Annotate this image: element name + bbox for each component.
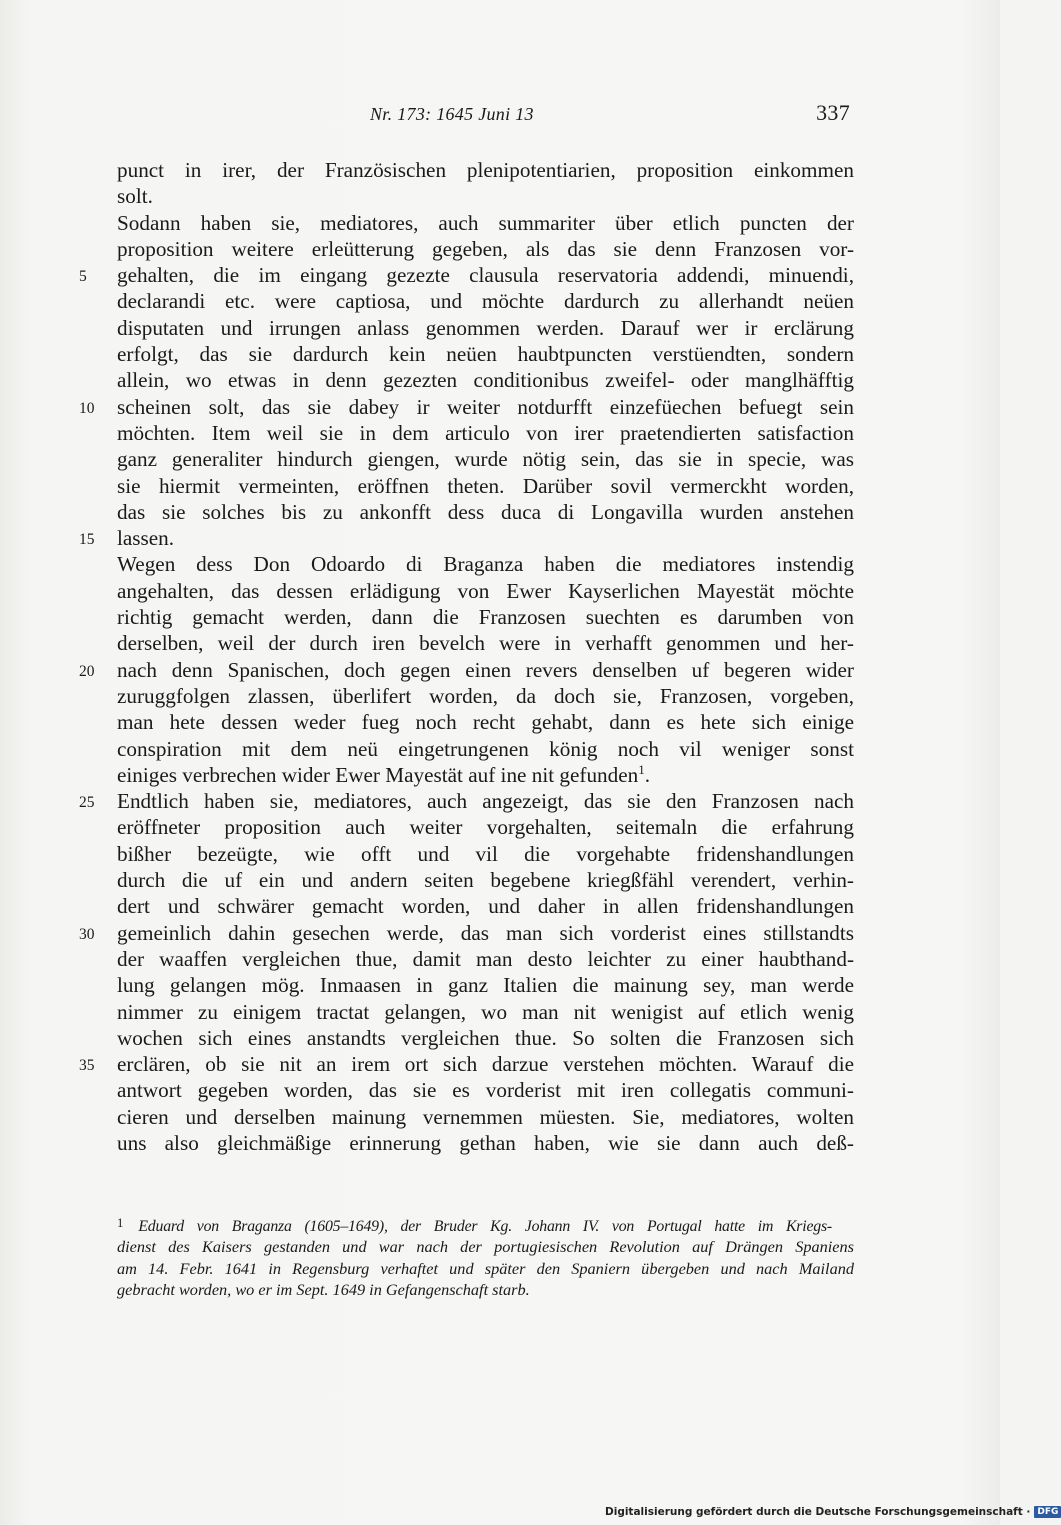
line-text: [117, 788, 854, 814]
line-content: lassen.: [117, 526, 175, 551]
line-text: [117, 1130, 854, 1156]
line-text: [117, 341, 854, 367]
text-line: [117, 762, 854, 788]
line-content: derselben, weil der durch iren bevelch were in verhafft genommen und her-: [117, 631, 854, 656]
line-text: [117, 867, 854, 893]
line-content: man hete dessen weder fueg noch recht gehabt, dann es hete sich einige: [117, 710, 854, 735]
line-content: punct in irer, der Französischen plenipotentiarien, proposition einkommen: [117, 158, 854, 182]
text-line: [79, 788, 854, 814]
line-text: [117, 473, 854, 499]
line-text: [117, 446, 854, 472]
line-content: declarandi etc. were captiosa, und möchte dardurch zu allerhandt neüen: [117, 289, 854, 314]
line-text: [117, 183, 854, 209]
footnote-text: dienst des Kaisers gestanden und war nach der portugiesischen Revolution auf Drängen Spaniens: [117, 1237, 854, 1257]
line-punctuation: .: [644, 762, 651, 787]
text-line: [117, 551, 854, 577]
line-text: [117, 499, 854, 525]
running-head-title: Nr. 173: 1645 Juni 13: [370, 104, 534, 124]
main-text: [79, 157, 854, 1156]
line-content: lung gelangen mög. Inmaasen in ganz Italien die mainung sey, man werde: [117, 973, 854, 998]
line-content: ganz generaliter hindurch giengen, wurde nötig sein, das sie in specie, was: [117, 447, 854, 472]
line-content: cieren und derselben mainung vernemmen müesten. Sie, mediatores, wolten: [117, 1104, 854, 1129]
line-text: [117, 604, 854, 630]
line-content: solt.: [117, 184, 153, 209]
text-line: [117, 867, 854, 893]
line-text: [117, 367, 854, 393]
text-line: [117, 972, 854, 998]
line-content: allein, wo etwas in denn gezezten conditionibus zweifel- oder manglhäfftig: [117, 368, 854, 393]
line-content: gemeinlich dahin gesechen werde, das man sich vorderist eines stillstandts: [117, 920, 854, 945]
line-content: der waaffen vergleichen thue, damit man desto leichter zu einer haubthand-: [117, 946, 854, 971]
footnote-marker: 1: [117, 1215, 124, 1230]
footnote-line: [117, 1215, 832, 1236]
line-number: 30: [79, 925, 95, 943]
line-content: gehalten, die im eingang gezezte clausula reservatoria addendi, minuendi,: [117, 263, 854, 288]
text-line: [79, 1051, 854, 1077]
line-content: antwort gegeben worden, das sie es vorderist mit iren collegatis communi-: [117, 1078, 854, 1103]
line-text: [117, 1051, 854, 1077]
line-text: [117, 1025, 854, 1051]
line-content: richtig gemacht werden, dann die Franzosen suechten es darumben von: [117, 605, 854, 630]
line-content: nach denn Spanischen, doch gegen einen revers denselben uf begeren wider: [117, 657, 854, 682]
text-line: [79, 657, 854, 683]
line-text: [117, 288, 854, 314]
text-line: [79, 394, 854, 420]
credit-text: Digitalisierung gefördert durch die Deutsche Forschungsgemeinschaft ·: [605, 1506, 1031, 1518]
text-line: [117, 420, 854, 446]
running-head: [370, 100, 850, 130]
line-text: [117, 841, 854, 867]
footnote-line: [117, 1279, 854, 1300]
text-line: [79, 525, 854, 551]
line-content: wochen sich eines anstandts vergleichen thue. So solten die Franzosen sich: [117, 1025, 854, 1050]
line-text: [117, 762, 854, 788]
text-line: [117, 1130, 854, 1156]
line-text: [117, 946, 854, 972]
digitization-credit: [605, 1504, 1061, 1520]
line-content: angehalten, das dessen erlädigung von Ewer Kayserlichen Mayestät möchte: [117, 578, 854, 603]
line-content: zuruggfolgen zlassen, überlifert worden, da doch sie, Franzosen, vorgeben,: [117, 683, 854, 708]
footnote-reference[interactable]: 1: [638, 761, 645, 777]
line-content: möchten. Item weil sie in dem articulo von irer praetendierten satisfaction: [117, 420, 854, 445]
line-content: durch die uf ein und andern seiten begebene kriegßfähl verendert, verhin-: [117, 868, 854, 893]
line-text: [117, 394, 854, 420]
text-line: [117, 1077, 854, 1103]
line-text: [117, 262, 854, 288]
line-text: [117, 157, 854, 183]
line-content: Endtlich haben sie, mediatores, auch angezeigt, das sie den Franzosen nach: [117, 789, 854, 814]
text-line: [117, 499, 854, 525]
text-line: [117, 893, 854, 919]
text-line: [79, 262, 854, 288]
line-content: das sie solches bis zu ankonfft dess duca di Longavilla wurden anstehen: [117, 499, 854, 524]
text-line: [79, 920, 854, 946]
text-line: [117, 473, 854, 499]
line-content: nimmer zu einigem tractat gelangen, wo man nit wenigist auf etlich wenig: [117, 999, 854, 1024]
line-text: [117, 1104, 854, 1130]
line-content: scheinen solt, das sie dabey ir weiter notdurfft einzefüechen befuegt sein: [117, 394, 854, 419]
text-line: [117, 183, 854, 209]
line-text: [117, 315, 854, 341]
text-line: [117, 367, 854, 393]
line-text: [117, 920, 854, 946]
line-number: 35: [79, 1057, 95, 1075]
text-line: [117, 446, 854, 472]
line-content: uns also gleichmäßige erinnerung gethan haben, wie sie dann auch deß-: [117, 1130, 854, 1155]
line-text: [117, 893, 854, 919]
line-text: [117, 630, 854, 656]
text-line: [117, 683, 854, 709]
text-line: [117, 841, 854, 867]
text-line: [117, 341, 854, 367]
footnote-text: gebracht worden, wo er im Sept. 1649 in Gefangenschaft starb.: [117, 1280, 530, 1300]
text-line: [117, 814, 854, 840]
line-text: [117, 236, 854, 262]
text-line: [117, 210, 854, 236]
text-line: [117, 288, 854, 314]
text-line: [117, 236, 854, 262]
text-line: [117, 736, 854, 762]
line-number: 25: [79, 794, 95, 812]
line-content: bißher bezeügte, wie offt und vil die vorgehabte fridenshandlungen: [117, 841, 854, 866]
line-content: Wegen dess Don Odoardo di Braganza haben die mediatores instendig: [117, 552, 854, 577]
line-text: [117, 736, 854, 762]
line-content: proposition weitere erleütterung gegeben, als das sie denn Franzosen vor-: [117, 236, 854, 261]
line-content: dert und schwärer gemacht worden, und daher in allen fridenshandlungen: [117, 894, 854, 919]
line-text: [117, 972, 854, 998]
line-content: sie hiermit vermeinten, eröffnen theten. Darüber sovil vermerckht worden,: [117, 473, 854, 498]
line-text: [117, 420, 854, 446]
footnote: [117, 1215, 854, 1301]
line-number: 10: [79, 399, 95, 417]
text-line: [117, 1104, 854, 1130]
line-number: 15: [79, 531, 95, 549]
text-line: [117, 709, 854, 735]
text-line: [117, 157, 854, 183]
line-text: [117, 999, 854, 1025]
text-line: [117, 630, 854, 656]
text-line: [117, 578, 854, 604]
line-number: 20: [79, 662, 95, 680]
line-text: [117, 1077, 854, 1103]
footnote-text: am 14. Febr. 1641 in Regensburg verhaftet und später den Spaniern übergeben und nach Mailand: [117, 1258, 854, 1278]
line-content: conspiration mit dem neü eingetrungenen könig noch vil weniger sonst: [117, 736, 854, 761]
text-line: [117, 946, 854, 972]
line-content: erclären, ob sie nit an irem ort sich darzue verstehen möchten. Warauf die: [117, 1052, 854, 1077]
text-line: [117, 604, 854, 630]
text-line: [117, 999, 854, 1025]
line-text: [117, 814, 854, 840]
line-text: [117, 683, 854, 709]
line-content: disputaten und irrungen anlass genommen werden. Darauf wer ir erclärung: [117, 315, 854, 340]
dfg-logo: DFG: [1034, 1506, 1061, 1518]
footnote-line: [117, 1236, 854, 1257]
text-line: [117, 315, 854, 341]
line-content: Sodann haben sie, mediatores, auch summariter über etlich puncten der: [117, 210, 854, 235]
line-number: 5: [79, 268, 87, 286]
line-text: [117, 709, 854, 735]
line-text: [117, 210, 854, 236]
line-text: [117, 551, 854, 577]
line-text: [117, 578, 854, 604]
footnote-line: [117, 1258, 854, 1279]
line-text: [117, 525, 854, 551]
text-line: [117, 1025, 854, 1051]
line-content: eröffneter proposition auch weiter vorgehalten, seitemaln die erfahrung: [117, 815, 854, 840]
footnote-text: Eduard von Braganza (1605–1649), der Bruder Kg. Johann IV. von Portugal hatte im Kriegs-: [138, 1216, 833, 1235]
page-number: 337: [816, 100, 850, 125]
line-text: [117, 657, 854, 683]
line-content: einiges verbrechen wider Ewer Mayestät auf ine nit gefunden: [117, 762, 639, 787]
line-content: erfolgt, das sie dardurch kein neüen haubtpuncten verstüendten, sondern: [117, 342, 854, 367]
